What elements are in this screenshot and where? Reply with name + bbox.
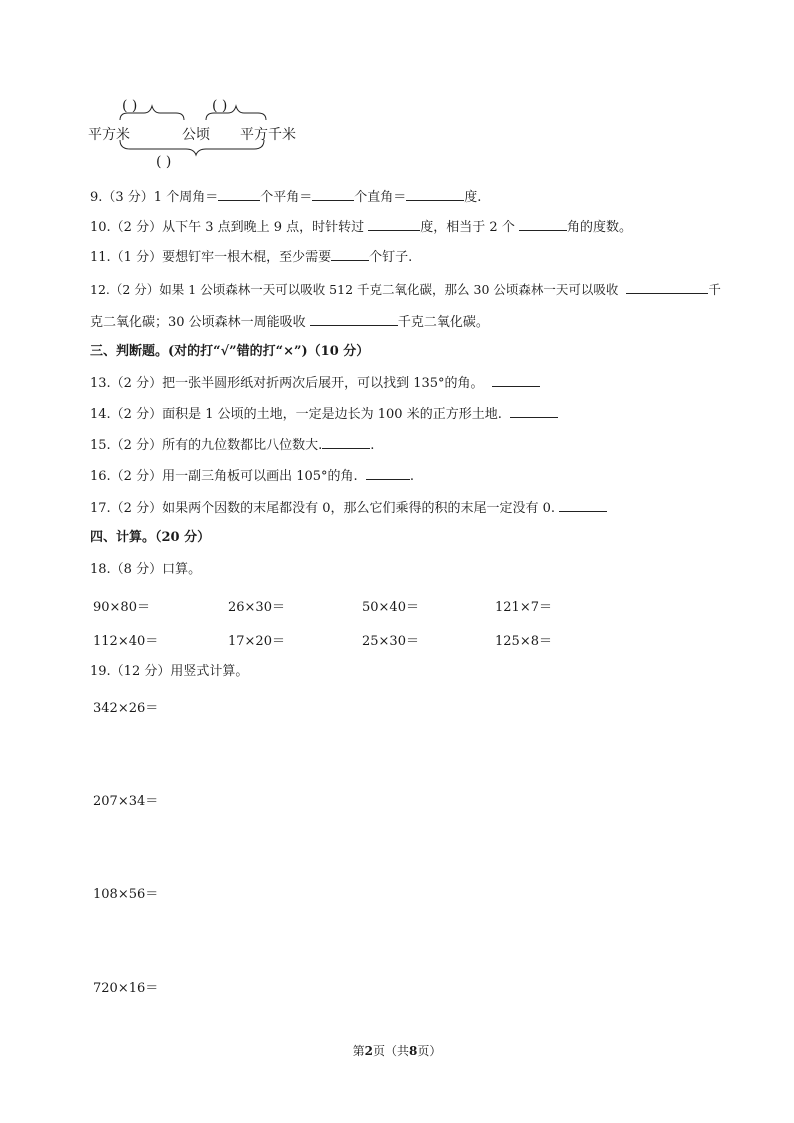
q10-blank-1[interactable] [368, 218, 420, 231]
oral-calc-item: 112×40＝ [93, 634, 159, 649]
question-11 [90, 248, 412, 266]
oral-calc-item: 17×20＝ [228, 634, 285, 649]
q9-blank-1[interactable] [218, 188, 260, 201]
q10-suffix: 角的度数。 [566, 220, 632, 235]
paren-blank-1[interactable]: ( ) [122, 98, 138, 114]
q17-text: 17.（2 分）如果两个因数的末尾都没有 0，那么它们乘得的积的末尾一定没有 0. [90, 501, 556, 516]
q9-mid1: 个平角＝ [260, 190, 313, 205]
q15-blank[interactable] [322, 436, 370, 449]
q16-text: 16.（2 分）用一副三角板可以画出 105°的角. [90, 469, 358, 484]
q12-line1: 12.（2 分）如果 1 公顷森林一天可以吸收 512 千克二氧化碳，那么 30 公顷森林一天可以吸收 [90, 282, 619, 297]
unit-square-meter: 平方米 [88, 127, 130, 143]
oral-calc-item: 125×8＝ [495, 634, 552, 649]
section-4-heading: 四、计算。（20 分） [90, 530, 211, 545]
q14-text: 14.（2 分）面积是 1 公顷的土地，一定是边长为 100 米的正方形土地. [90, 407, 502, 422]
question-9 [90, 188, 481, 206]
q9-prefix: 9.（3 分）1 个周角＝ [90, 190, 219, 205]
q10-blank-2[interactable] [519, 218, 567, 231]
oral-calc-item: 121×7＝ [495, 600, 552, 615]
q16-blank[interactable] [366, 467, 410, 480]
column-calc-item: 342×26＝ [93, 701, 159, 716]
question-12-line-2 [90, 313, 489, 331]
q13-blank[interactable] [492, 374, 540, 387]
q17-blank[interactable] [559, 499, 607, 512]
footer-page-number: 2 [364, 1044, 373, 1058]
paren-blank-2[interactable]: ( ) [212, 98, 228, 114]
oral-calc-item: 26×30＝ [228, 600, 285, 615]
question-12-line-1 [90, 281, 721, 298]
paren-blank-3[interactable]: ( ) [156, 154, 172, 170]
q10-prefix: 10.（2 分）从下午 3 点到晚上 9 点，时针转过 [90, 220, 365, 235]
question-10 [90, 218, 632, 236]
oral-calc-item: 50×40＝ [362, 600, 419, 615]
q12-blank-1[interactable] [626, 281, 708, 294]
q9-blank-2[interactable] [312, 188, 354, 201]
question-17 [90, 499, 607, 517]
q12-line2-suffix: 千克二氧化碳。 [397, 315, 489, 330]
column-calc-item: 207×34＝ [93, 794, 159, 809]
footer-suffix: 页） [417, 1044, 442, 1058]
q9-mid2: 个直角＝ [354, 190, 407, 205]
column-calc-item: 108×56＝ [93, 887, 159, 902]
question-18-title: 18.（8 分）口算。 [90, 562, 202, 577]
q12-line2-prefix: 克二氧化碳；30 公顷森林一周能吸收 [90, 315, 306, 330]
q14-blank[interactable] [510, 405, 558, 418]
question-14 [90, 405, 558, 423]
q9-blank-3[interactable] [406, 188, 464, 201]
section-3-heading: 三、判断题。(对的打“√”错的打“×”)（10 分） [90, 344, 370, 359]
footer-mid: 页（共 [372, 1044, 409, 1058]
q9-suffix: 度. [464, 190, 482, 205]
question-16: 16.（2 分）用一副三角板可以画出 105°的角. . [90, 469, 415, 484]
question-13 [90, 374, 540, 392]
q11-prefix: 11.（1 分）要想钉牢一根木棍，至少需要 [90, 250, 332, 265]
unit-hectare: 公顷 [182, 127, 210, 143]
footer-total-pages: 8 [409, 1044, 418, 1058]
oral-calc-item: 25×30＝ [362, 634, 419, 649]
q11-blank[interactable] [331, 248, 369, 261]
column-calc-item: 720×16＝ [93, 981, 159, 996]
q12-blank-2[interactable] [310, 313, 398, 326]
oral-calc-item: 90×80＝ [93, 600, 150, 615]
q13-text: 13.（2 分）把一张半圆形纸对折两次后展开，可以找到 135°的角。 [90, 376, 484, 391]
q12-line1-end: 千 [708, 282, 721, 297]
unit-conversion-diagram [88, 96, 318, 176]
unit-square-kilometer: 平方千米 [240, 127, 296, 143]
q15-text: 15.（2 分）所有的九位数都比八位数大. [90, 438, 323, 453]
page-footer [0, 1043, 794, 1059]
q10-mid: 度，相当于 2 个 [420, 220, 515, 235]
question-19-title: 19.（12 分）用竖式计算。 [90, 664, 249, 679]
question-15: 15.（2 分）所有的九位数都比八位数大. . [90, 438, 375, 453]
q11-suffix: 个钉子. [369, 250, 413, 265]
footer-prefix: 第 [352, 1044, 365, 1058]
